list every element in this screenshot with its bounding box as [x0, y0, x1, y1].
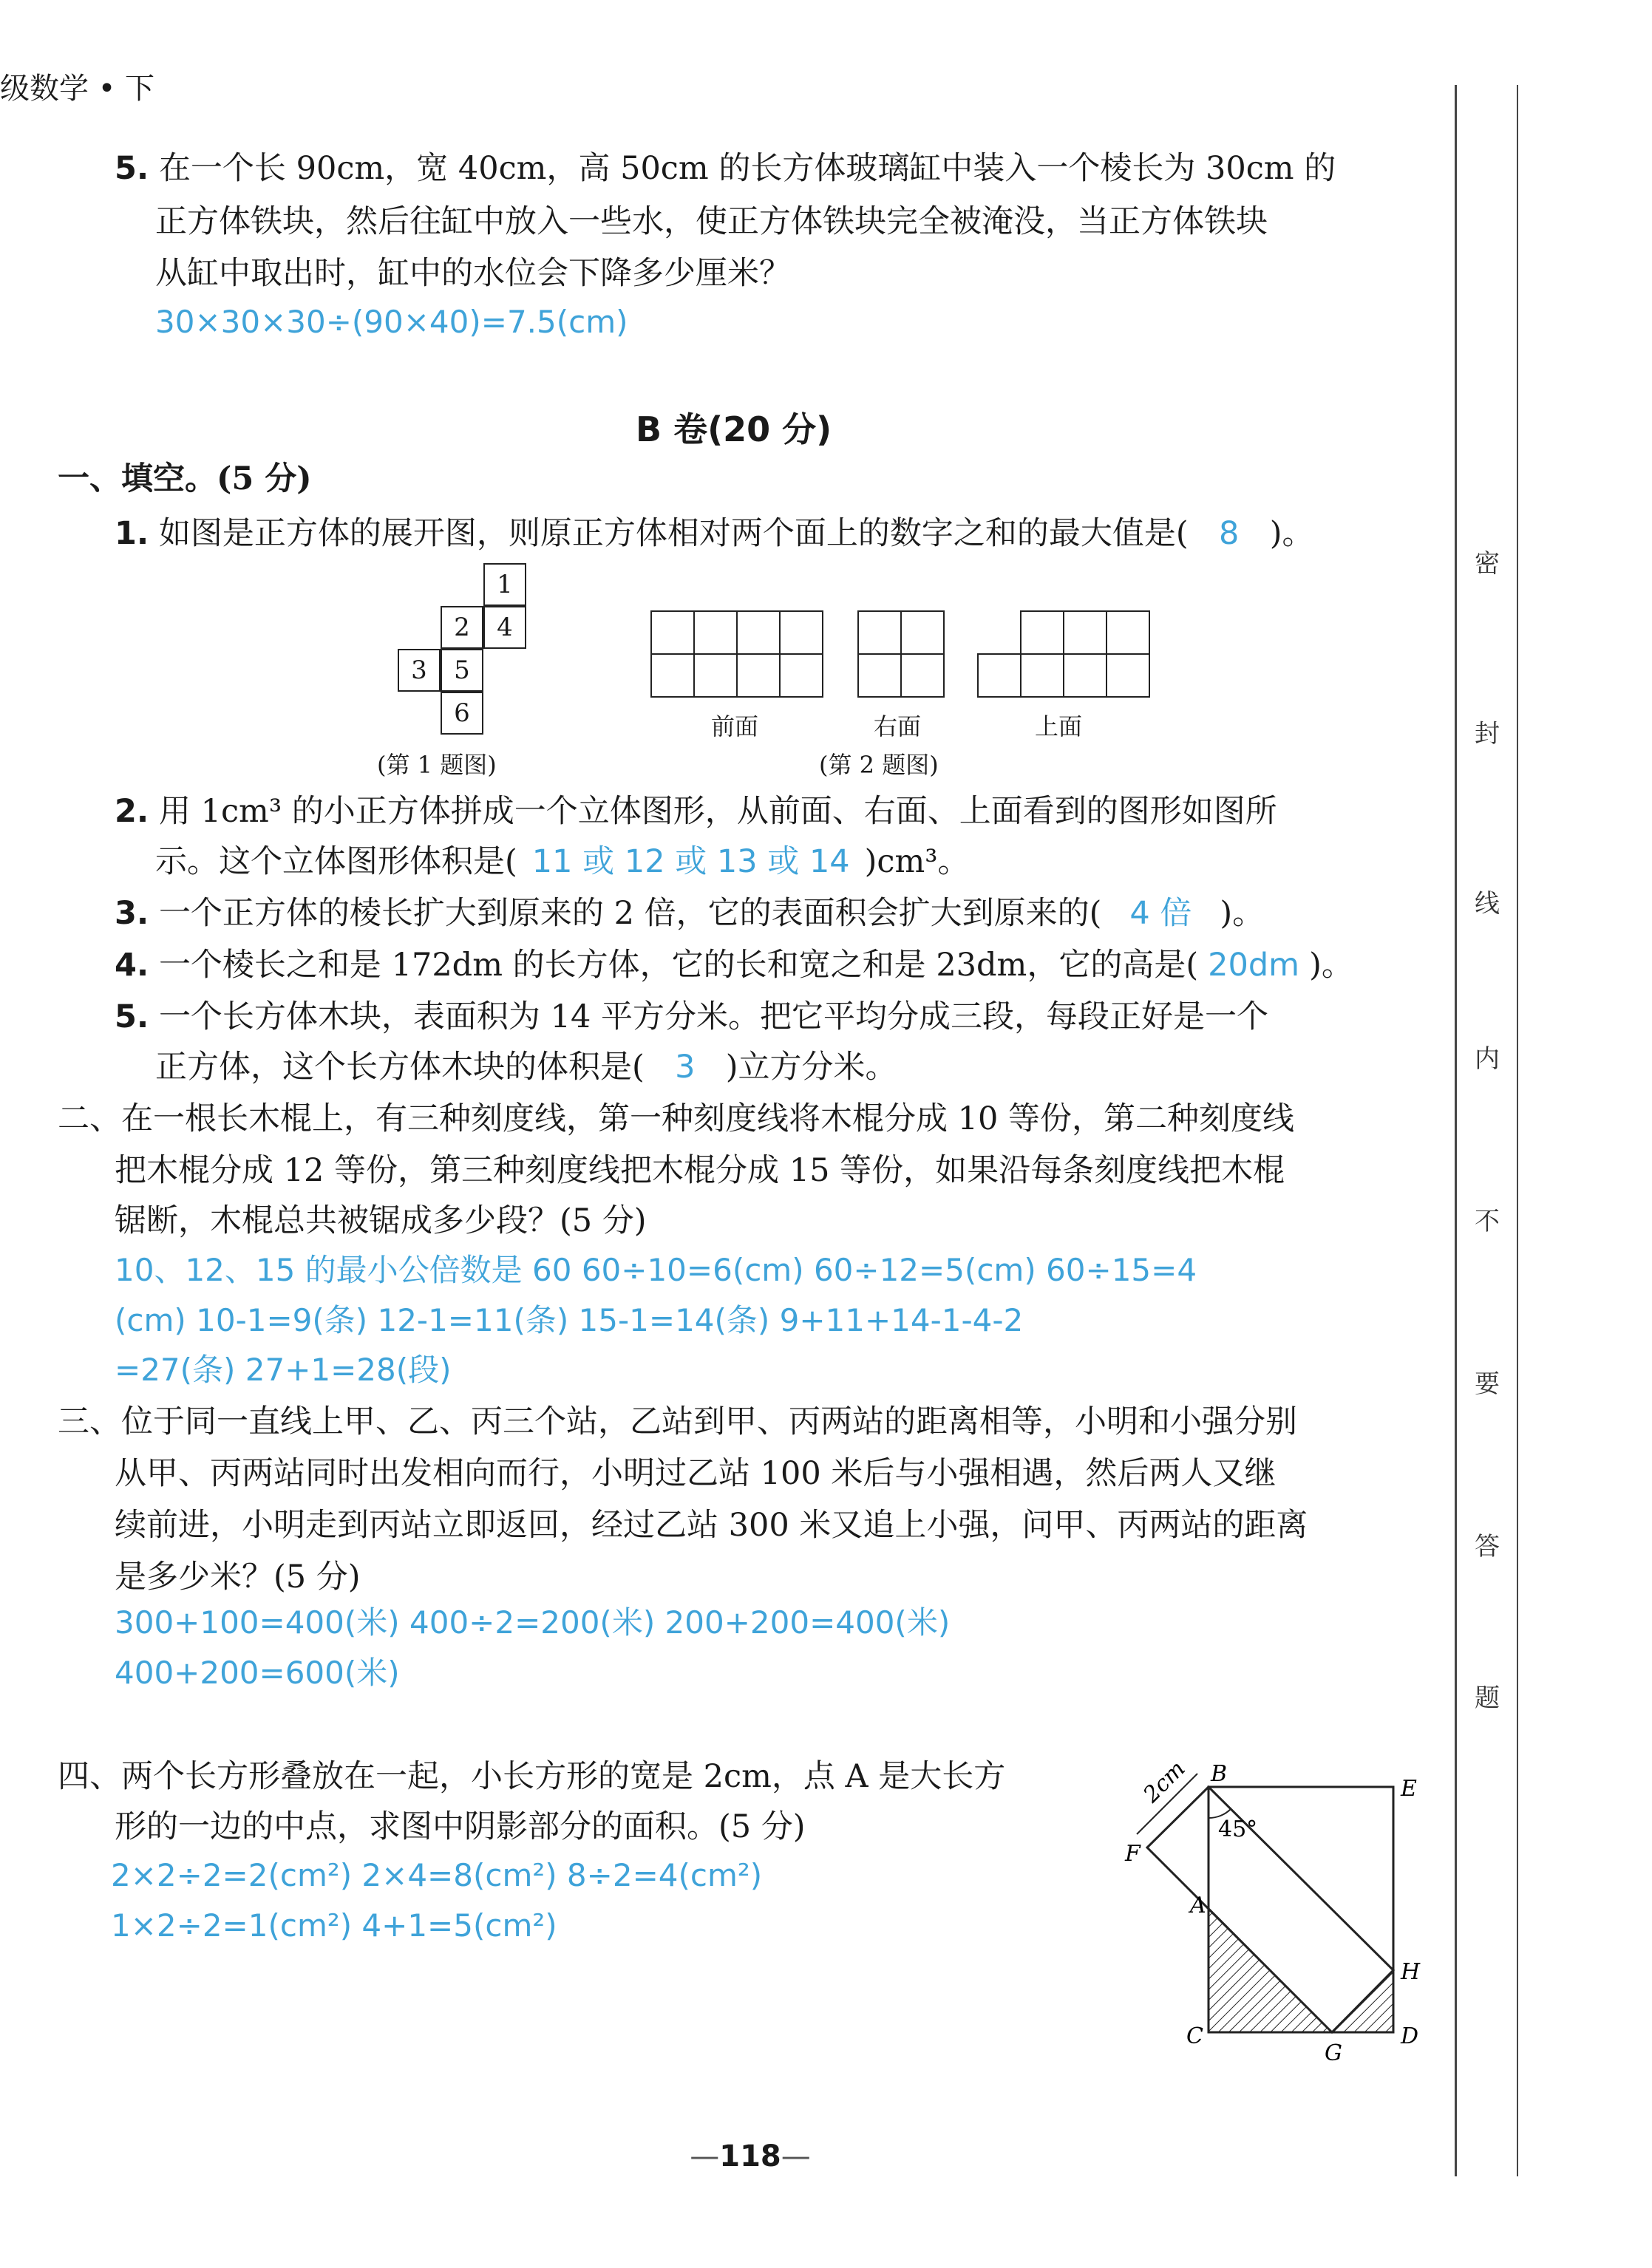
angle-label: 45°: [1218, 1816, 1258, 1842]
page-header: 级数学 • 下: [0, 72, 155, 106]
label-g: G: [1325, 2040, 1342, 2066]
view-cell: [779, 653, 823, 698]
net-cell: 5: [441, 649, 483, 692]
view-cell: [857, 610, 902, 655]
part4-answer-line2: 1×2÷2=1(cm²) 4+1=5(cm²): [111, 1907, 557, 1944]
seal-char: 密: [1475, 549, 1500, 579]
net-cell: 4: [483, 606, 526, 649]
view-cell: [1106, 610, 1150, 655]
label-a: A: [1190, 1893, 1206, 1918]
fill-question-4: 4. 一个棱长之和是 172dm 的长方体，它的长和宽之和是 23dm，它的高是( 20dm )。: [115, 947, 1353, 984]
view-cell: [650, 610, 695, 655]
figure-2-caption: (第 2 题图): [819, 751, 939, 779]
part4-question-line2: 形的一边的中点，求图中阴影部分的面积。(5 分): [115, 1808, 806, 1845]
rectangles-figure: [1109, 1744, 1449, 2069]
front-view-label: 前面: [711, 712, 759, 740]
view-cell: [1020, 610, 1064, 655]
part2-answer-line3: =27(条) 27+1=28(段): [115, 1352, 452, 1388]
prev-question-5-line2: 正方体铁块，然后往缸中放入一些水，使正方体铁块完全被淹没，当正方体铁块: [155, 203, 1268, 240]
view-cell: [779, 610, 823, 655]
net-cell: 3: [398, 649, 441, 692]
part4-question: 四、两个长方形叠放在一起，小长方形的宽是 2cm，点 A 是大长方: [58, 1758, 1006, 1795]
view-cell: [857, 653, 902, 698]
page-number: —118—: [690, 2139, 811, 2173]
prev-question-5-line3: 从缸中取出时，缸中的水位会下降多少厘米？: [155, 255, 791, 292]
view-cell: [1063, 610, 1107, 655]
part3-answer-line2: 400+200=600(米): [115, 1655, 400, 1691]
part3-question-line3: 续前进，小明走到丙站立即返回，经过乙站 300 米又追上小强，问甲、丙两站的距离: [115, 1507, 1308, 1544]
part2-answer-line1: 10、12、15 的最小公倍数是 60 60÷10=6(cm) 60÷12=5(cm) 60÷15=4: [115, 1252, 1197, 1288]
part1-heading: 一、填空。(5 分): [58, 460, 312, 497]
seal-char: 不: [1475, 1207, 1500, 1236]
view-cell: [1020, 653, 1064, 698]
view-cell: [977, 653, 1022, 698]
seal-char: 要: [1475, 1369, 1500, 1399]
net-cell: 2: [441, 606, 483, 649]
label-h: H: [1401, 1959, 1421, 1985]
label-c: C: [1186, 2023, 1203, 2049]
fill-question-2: 2. 用 1cm³ 的小正方体拼成一个立体图形，从前面、右面、上面看到的图形如图所: [115, 793, 1277, 830]
part3-question: 三、位于同一直线上甲、乙、丙三个站，乙站到甲、丙两站的距离相等，小明和小强分别: [58, 1403, 1297, 1440]
view-cell: [1063, 653, 1107, 698]
prev-question-5-answer: 30×30×30÷(90×40)=7.5(cm): [155, 304, 628, 340]
figure-1-caption: (第 1 题图): [377, 751, 497, 779]
part2-question-line3: 锯断，木棍总共被锯成多少段？(5 分): [115, 1202, 647, 1239]
margin-line-left: [1455, 85, 1457, 2176]
view-cell: [736, 653, 781, 698]
view-cell: [693, 610, 738, 655]
section-b-title: B 卷(20 分): [636, 409, 832, 449]
right-view-label: 右面: [874, 712, 922, 740]
view-cell: [900, 653, 945, 698]
part3-answer-line1: 300+100=400(米) 400÷2=200(米) 200+200=400(米): [115, 1604, 951, 1641]
net-cell: 6: [441, 692, 483, 735]
view-cell: [650, 653, 695, 698]
net-cell: 1: [483, 563, 526, 606]
prev-question-5: 5. 在一个长 90cm，宽 40cm，高 50cm 的长方体玻璃缸中装入一个棱长为 30cm 的: [115, 150, 1336, 187]
view-cell: [900, 610, 945, 655]
label-d: D: [1401, 2023, 1419, 2049]
part3-question-line2: 从甲、丙两站同时出发相向而行，小明过乙站 100 米后与小强相遇，然后两人又继: [115, 1455, 1277, 1492]
part4-answer-line1: 2×2÷2=2(cm²) 2×4=8(cm²) 8÷2=4(cm²): [111, 1857, 763, 1893]
view-cell: [1106, 653, 1150, 698]
seal-char: 封: [1475, 719, 1500, 749]
fill-question-2-line2: 示。这个立体图形体积是( 11 或 12 或 13 或 14 )cm³。: [155, 843, 970, 880]
seal-char: 题: [1475, 1683, 1500, 1713]
fill-question-5-line2: 正方体，这个长方体木块的体积是( 3 )立方分米。: [155, 1049, 897, 1086]
view-cell: [693, 653, 738, 698]
width-label: 2cm: [1138, 1756, 1191, 1808]
seal-char: 线: [1475, 889, 1500, 919]
label-b: B: [1211, 1761, 1228, 1787]
fill-question-5: 5. 一个长方体木块，表面积为 14 平方分米。把它平均分成三段，每段正好是一个: [115, 998, 1268, 1035]
seal-char: 内: [1475, 1044, 1500, 1074]
fill-question-1: 1. 如图是正方体的展开图，则原正方体相对两个面上的数字之和的最大值是( 8 )。: [115, 515, 1314, 552]
part2-question: 二、在一根长木棍上，有三种刻度线，第一种刻度线将木棍分成 10 等份，第二种刻度线: [58, 1100, 1295, 1137]
fill-question-3: 3. 一个正方体的棱长扩大到原来的 2 倍，它的表面积会扩大到原来的( 4 倍 )。: [115, 895, 1265, 932]
part2-answer-line2: (cm) 10-1=9(条) 12-1=11(条) 15-1=14(条) 9+11+14-1-4-2: [115, 1302, 1024, 1338]
margin-line-right: [1517, 85, 1518, 2176]
label-e: E: [1401, 1776, 1417, 1802]
top-view-label: 上面: [1035, 712, 1083, 740]
label-f: F: [1125, 1841, 1141, 1867]
part3-question-line4: 是多少米？(5 分): [115, 1559, 361, 1596]
seal-char: 答: [1475, 1532, 1500, 1562]
part2-question-line2: 把木棍分成 12 等份，第三种刻度线把木棍分成 15 等份，如果沿每条刻度线把木棍: [115, 1152, 1285, 1189]
view-cell: [736, 610, 781, 655]
